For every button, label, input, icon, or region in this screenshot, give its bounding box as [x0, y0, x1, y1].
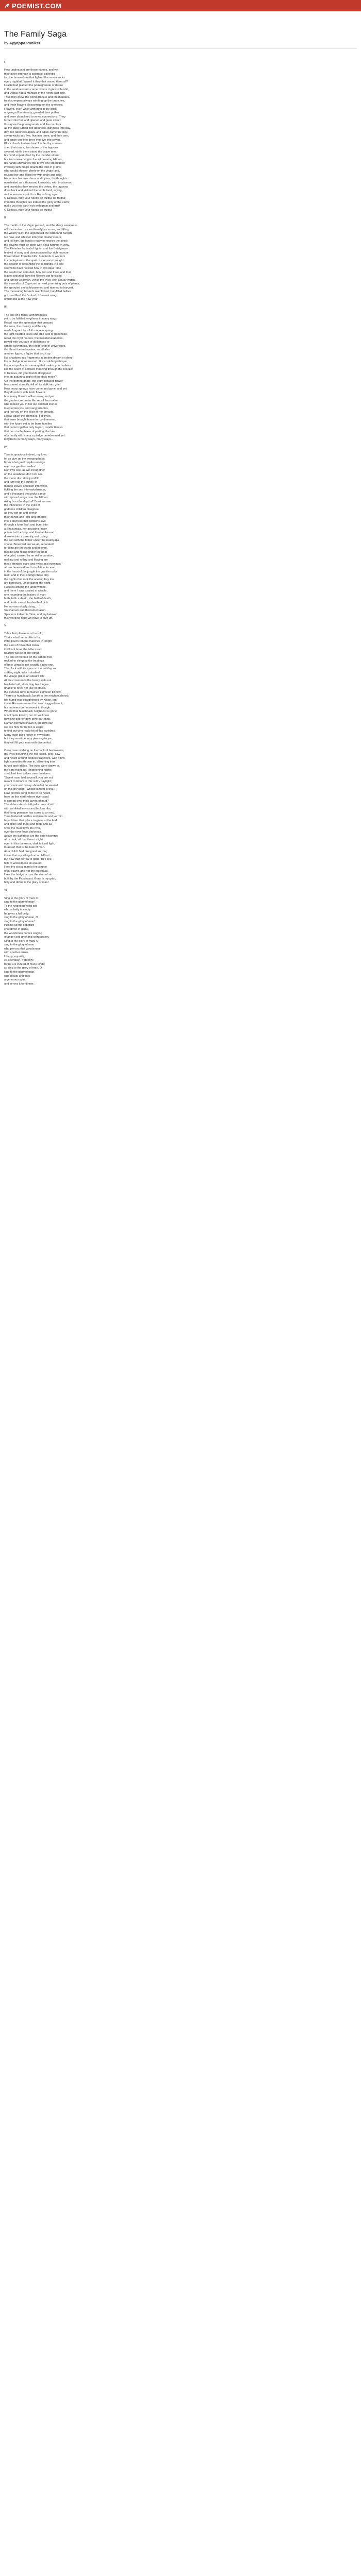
poem-line: over the river flows darkness,	[4, 831, 42, 834]
poem-line: with spread wings over the billows	[4, 496, 48, 500]
poem-line: stretched themselves over the rivers.	[4, 772, 52, 776]
poem-line: that were brought home for confinement,	[4, 418, 56, 422]
poem-line: truths are indeed of many kinds;	[4, 962, 45, 966]
poem-line: but they won't be very pleasing to you;	[4, 737, 53, 741]
poem-line: shade. Bereaved are we all, separated	[4, 543, 54, 546]
poem-line: O Kesava, may your hands be fruitful, be fruitful;	[4, 197, 66, 200]
poem-line: and brambles they erected the dykes, the lagoons	[4, 185, 68, 189]
poem-line: II	[4, 216, 6, 219]
poem-line: they do return with fresh flowers:	[4, 391, 46, 395]
poem-line: of bats' wings is not exactly a new one.	[4, 663, 54, 667]
site-logo[interactable]	[4, 2, 62, 10]
poem-line: the watery skirt, the lagoon told the farmhand Kunjan:	[4, 232, 73, 235]
poem-line: Go now, and whisper into your master's ears,	[4, 235, 62, 239]
poem-line: and were disinclined to sever connections. They	[4, 115, 65, 118]
poem-line: who roasts and fries	[4, 974, 30, 978]
poem-line: and fed you on the elixir of her breasts.	[4, 411, 54, 414]
poem-line: his hands unwearied; the brave one stood there	[4, 162, 65, 165]
poem-line: the life at the embassies; recall also	[4, 348, 50, 352]
poem-line: or going off to eternity, guarded their pollen,	[4, 111, 60, 115]
poem-line: The elders stand - tall palm trees of old	[4, 803, 54, 807]
poem-line: seven wicks into five, five into three, and then one,	[4, 134, 69, 138]
poem-line: How many springs have come and gone, and yet	[4, 387, 67, 391]
poem-line: mango leaves and then into white,	[4, 484, 48, 488]
poem-line: shed their tears, the shores of the lagoons	[4, 146, 58, 150]
poem-line: sing to the glory of man!	[4, 920, 35, 923]
poem-line: Time is spacious indeed, my love,	[4, 453, 47, 457]
poem-line: holy and divine is the glory of man!	[4, 881, 49, 885]
poem-line: we ask him, for he too is eager	[4, 725, 44, 729]
poem-line: her hump was straightened by Kittan, but	[4, 698, 57, 702]
poem-line: your scent and honey shouldn't be wasted	[4, 784, 58, 787]
poem-line: it will not bore; the tellers and	[4, 648, 42, 651]
poem-line: paved with courage of diplomacy or	[4, 341, 50, 344]
poem-line: shot down in game,	[4, 927, 29, 931]
poem-line: and death meant the death of birth.	[4, 601, 50, 605]
poem-line: who would shower plenty on the virgin land,	[4, 170, 60, 173]
poem-line: He too was slowly dying...	[4, 605, 38, 608]
poem-line: if the poet's tongue matches in length	[4, 640, 52, 643]
poem-line: simple cleverness, the leadership of universities,	[4, 344, 67, 348]
poem-line: the light-hearted jokes and little acts of goodness;	[4, 333, 68, 336]
divider	[4, 48, 357, 49]
poem-line: her betel roll, stretching her tongue;	[4, 683, 50, 686]
poem-line: even our gentlest smiles!	[4, 465, 36, 468]
poem-line: these stringed stars and rivers and evenings -	[4, 562, 63, 566]
poem-line: Don't we see, as we sit together	[4, 469, 45, 472]
poem-line: my eyes ploughing the rice-fields, and I saw	[4, 753, 60, 756]
poem-line: Thus they grew, the pomegranate and the mantara,	[4, 95, 70, 99]
poem-line: Black clouds fostered and fondled by summer	[4, 142, 63, 146]
byline	[4, 41, 40, 45]
stanza	[4, 453, 360, 621]
poem-line: and turned yellowish. While the eyes kept a busy watch,	[4, 278, 76, 282]
poem-line: hills of wickedness all around.	[4, 861, 42, 865]
poem-line: how she got her bow-style ear-rings.	[4, 718, 51, 721]
poem-line: fresh creepers always winding up the branches,	[4, 99, 65, 103]
poem-line: the innocence in the eyes of	[4, 504, 40, 507]
stanza	[4, 69, 360, 212]
poem-line: and heard around endless tragedies, with a few	[4, 756, 65, 760]
stanza	[4, 216, 360, 221]
poem-line: as the sea once said to a Rama long ago:	[4, 193, 58, 196]
poem-line: have taken their place to gnaw at the leaf	[4, 819, 57, 822]
poem-line: got overfilled: the festival of harvest sang	[4, 294, 57, 297]
poem-line: above the darkness are the blue heavens;	[4, 834, 58, 838]
poem-line: sing to the glory of man, O	[4, 916, 38, 920]
poem-line: are bereaved. Once during the night	[4, 582, 51, 585]
stanza	[4, 306, 360, 310]
poem-line: his feet unswerving in the wild roaring billows,	[4, 158, 63, 161]
poem-line: as they get up and stretch	[4, 512, 38, 515]
poem-line: for long are the earth and heaven,	[4, 547, 48, 550]
poem-line: sing to the glory of man	[4, 943, 35, 947]
poem-line: his manners do not reveal it, though.	[4, 706, 51, 709]
poem-line: is spread over thick layers of mud?	[4, 799, 49, 803]
poem-line: make you this earth rich with grain and fruit!	[4, 205, 60, 208]
poem-line: I see the social man is the source	[4, 866, 47, 869]
poem-line: to assert that is the task of man.	[4, 846, 45, 850]
poem-line: so sing to the glory of man, O	[4, 967, 42, 970]
poem-line: all are bereaved and in isolation for ever,	[4, 566, 56, 570]
poem-line: sing to the glory of man,	[4, 970, 35, 974]
poem-line: flowed down from the hills; hundreds of workers	[4, 255, 65, 259]
poem-line: invoking with magic chants the lord of grains,	[4, 165, 62, 169]
poem-line: yet to be fulfilled lengthens in many ways,	[4, 317, 58, 321]
poem-line: The measuring baskets overflowed; half-filled bellies	[4, 290, 71, 294]
poem-line: I walked among the underworlds,	[4, 585, 47, 589]
poem-line: like a pledge unredeemed, like a sobbing whisper,	[4, 360, 68, 364]
poem-line: III	[4, 306, 7, 309]
poem-line: that came together only to part, candle flames	[4, 426, 63, 430]
poem-line: their bitter strength is splendid, splendid	[4, 72, 55, 76]
poem-line: the ears of those that listen,	[4, 644, 40, 648]
poem-line: that burn in the blaze of parting; the tale	[4, 430, 55, 433]
poem-line: goddess children disappear	[4, 507, 40, 511]
site-header	[0, 0, 361, 11]
poem-line: drew back and yielded the fertile land, saying,	[4, 189, 63, 193]
poem-line: he gives a full belly;	[4, 912, 29, 916]
poem-line: "Sweet rose, fold yourself, you are not	[4, 776, 53, 779]
poem-line: Sing to the glory of man, O	[4, 939, 39, 943]
poem-line: here on this earth where river sand	[4, 795, 49, 799]
poem-line: melting and rolling under the heat	[4, 550, 47, 554]
poem-line: Time-fostered beetles and insects and vermin	[4, 815, 62, 819]
poem-line: meant to bloom in this sultry daylight;	[4, 780, 52, 784]
stanza	[4, 446, 360, 450]
poem-line: another figure, a figure that is cut up	[4, 352, 51, 356]
poem-line: let us give up the weeping habit.	[4, 457, 45, 461]
poem-line: rousing her and filling her with grain and gold.	[4, 173, 62, 177]
stanza	[4, 897, 360, 987]
poem-line: it was Raman's name that was dragged into it;	[4, 702, 63, 706]
poem-line: and tell him, the land is ready to receive the seed;	[4, 240, 68, 243]
poem-line: with wrinkled leaves and broken ribs;	[4, 807, 52, 810]
poem-line: melting and rolling and flowing are	[4, 558, 48, 562]
poem-line: like shadows into fragments in broken dream or sleep,	[4, 356, 74, 360]
poem-line: hearers will be of one string.	[4, 652, 40, 655]
poem-line: Recall now the splendour that crossed	[4, 321, 53, 325]
poem-line: leaves unfurled, how the flowers got fertilised	[4, 275, 62, 278]
poem-line: turned into fruit and ripened and grew sweet:	[4, 119, 61, 123]
poem-line: Recall again the promises, old times	[4, 414, 51, 418]
poem-line: swayed, while there stood the brave one,	[4, 150, 57, 154]
poem-line: as the dusk turned into darkness, darkness into day,	[4, 127, 71, 130]
poem-line: into a shyness that petitions love	[4, 519, 46, 523]
poem-line: O Kesava, may your hands be fruitful!	[4, 208, 53, 212]
poem-line: through a lotus leaf, and burst into	[4, 523, 48, 527]
poem-line: The clock with its eyes on the midday sun	[4, 667, 58, 671]
poem-line: of anger and grief and compassion.	[4, 936, 50, 939]
stanza	[4, 61, 360, 65]
poem-line: on this dry sand"; whose lament is that?	[4, 788, 55, 791]
poem-line: V	[4, 624, 6, 628]
poem-line: striking eight, which startled	[4, 671, 40, 674]
poem-line: That's what human life is for,	[4, 636, 41, 639]
poem-line: the woodsman comes singing	[4, 931, 42, 935]
poem-line: Sing to the glory of man, O	[4, 896, 39, 900]
poem-line: Over the mud flows the river,	[4, 826, 41, 830]
poem-line: I	[4, 61, 5, 64]
poem-line: Where that hunchback neighbour is gone	[4, 710, 57, 714]
poem-line: sing to the glory of man!	[4, 901, 35, 904]
poem-line: Flowers, even while withering in the dusk	[4, 107, 57, 111]
poem-line: Tales that please must be told;	[4, 632, 43, 636]
poem-line: of all power, and not the individual,	[4, 869, 48, 873]
poem-line: they will fill your ears with discomfort.	[4, 741, 52, 744]
poem-body	[4, 61, 360, 990]
poem-line: There's a hunchback Janaki in the neighbourhood;	[4, 694, 69, 698]
stanza	[4, 624, 360, 629]
poem-line: Once I was walking on the bank of backwaters,	[4, 749, 64, 752]
poem-line: of a grief, caused by an old separation;	[4, 554, 54, 558]
poem-line: lengthens in many ways, many ways....	[4, 438, 55, 442]
poem-line: How unpleasant are those names, and yet	[4, 69, 58, 72]
poem-line: VI	[4, 889, 7, 892]
feather-icon	[4, 3, 10, 9]
poem-line: is not quite known, nor do we know	[4, 714, 50, 717]
poem-line: Leachi had planted the pomegranate of desire	[4, 84, 63, 88]
poem-line: and serves it for dinner.	[4, 982, 35, 986]
poem-line: how many flowers wither away, and yet	[4, 395, 54, 399]
stanza	[4, 889, 360, 893]
poem-line: even in this darkness; dark is itself light;	[4, 842, 55, 845]
poem-title: The Family Saga	[4, 30, 67, 39]
logo-text: POEMIST.COM	[12, 2, 62, 10]
poem-line: tickling the sea into wakefulness,	[4, 488, 46, 492]
poem-line: their hands and legs and emerge	[4, 515, 46, 519]
poem-line: Picking up the songbird	[4, 924, 35, 927]
poem-line: and Uppali had a mantara in the north-east side.	[4, 92, 66, 95]
poem-line: a generous spirit	[4, 978, 26, 982]
poem-line: recall the royal houses, the ministerial abodes,	[4, 336, 64, 340]
poem-line: the seas, the country and the city	[4, 325, 47, 329]
byline-prefix: by	[4, 41, 8, 45]
poem-line: to entertain you and sang lullabies,	[4, 406, 49, 410]
poem-line: his mind unperturbed by the thunder-storm,	[4, 154, 60, 158]
poem-line: the sowing must be done with a full harvest in view.	[4, 243, 70, 247]
poem-line: The tale of a family with promises	[4, 313, 47, 317]
poem-line: in the heart of the jungle the granite rocks	[4, 570, 57, 573]
poem-line: made fragrant by a full moon in spring,	[4, 329, 54, 332]
poem-line: immortal thoughts are indeed the glory of the earth;	[4, 200, 70, 204]
stanza	[4, 314, 360, 442]
poem-line: The Pleiades festival of lights, and the Betelgeuse	[4, 247, 68, 251]
poem-line: seems to have noticed how in two days' time	[4, 266, 61, 270]
poem-line: all is dark, all: but there is light	[4, 838, 43, 842]
poem-line: the son with the father under the Kashyapa	[4, 539, 59, 543]
poem-line: IV	[4, 446, 7, 449]
poem-line: The month of the Virgin passed, and the dewy sweetness	[4, 224, 78, 227]
poem-line: of Libra arrived, as earthen dykes arose, and lifting	[4, 228, 69, 231]
poem-line: To the neighbourhood girl	[4, 904, 37, 908]
stanza	[4, 632, 360, 745]
poem-line: day into darkness again, and again came the day:	[4, 130, 68, 134]
poem-line: the nights that rock the ocean; they too	[4, 578, 54, 581]
stanza	[4, 749, 360, 885]
poem-line: one recording the history of man:	[4, 593, 46, 597]
author-link[interactable]: Ayyappa Paniker	[9, 41, 41, 45]
poem-line: light comedies thrown in, all turning into	[4, 760, 55, 764]
poem-line: O Kesava, did your hands disappear	[4, 371, 51, 375]
poem-line: built by the Panchayat. Gone is my grief;	[4, 877, 56, 880]
poem-line: dissolve into a serenity, entrusting	[4, 535, 47, 538]
poem-line: like the scent of a flower moaning through the breeze:	[4, 368, 73, 371]
poem-line: festival of song and dance passed by; rich manure	[4, 251, 69, 255]
poem-line: on the seashore, don't we see	[4, 472, 43, 476]
poem-line: whose belly is empty	[4, 908, 31, 912]
poem-line: to find out who really bit off his earlobes.	[4, 730, 56, 733]
poem-line: and turn into the purple of	[4, 481, 37, 484]
poem-line: Spacious indeed is Time, and my beloved,	[4, 613, 58, 616]
poem-line: in the south-eastern corner where it grew splendid,	[4, 88, 69, 91]
poem-line: with the future yet to be born, families	[4, 422, 52, 426]
poem-line: rocked to sleep by the beatings	[4, 659, 44, 663]
poem-line: a Shakuntala, her accusing finger	[4, 527, 47, 531]
poem-line: it was that my village had no hill in it;	[4, 854, 51, 857]
poem-line: of fullness at the new year!	[4, 298, 39, 301]
poem-line: every nightfall. Wasn't it they that reared them all?	[4, 80, 68, 83]
poem-line: unable to retell her tale of abuse,	[4, 687, 46, 690]
poem-line: and a thousand peacocks dance	[4, 492, 46, 496]
poem-line: farces and riddles. The eyes were drawn in,	[4, 764, 60, 768]
poem-line: As a child I had one great sorrow;	[4, 850, 47, 854]
poem-line: who rocked you in her lap and told stories	[4, 403, 58, 406]
poem-line: thus grew the pomegranate and the mantara	[4, 123, 61, 126]
poem-line: and again one into three into five into seven.	[4, 138, 61, 142]
poem-line: On the pomegranate, the eight-petalled flower	[4, 379, 63, 383]
poem-line: but now that sorrow is gone, for I see	[4, 858, 52, 861]
poem-line: co-operation, fraternity:	[4, 959, 34, 962]
poem-line: I see the bridge across the river of sin	[4, 873, 53, 877]
poem-line: At the crossroads the hussy spits out	[4, 679, 52, 682]
poem-line: the gardens return to life; recall the mother	[4, 399, 59, 402]
poem-line: How did this song come to be heard	[4, 791, 51, 795]
poem-line: the moon disc slowly unfold	[4, 477, 40, 480]
poem-line: their long penance has come to an end.	[4, 811, 55, 815]
stanza	[4, 224, 360, 302]
poem-line: of a family with many a pledge unredeemed yet	[4, 434, 65, 437]
poem-line: Liberty, equality,	[4, 955, 25, 958]
poem-line: pointed at the king, and then at the end	[4, 531, 55, 535]
poem-line: the ears rolled up, lengthening nights	[4, 768, 52, 772]
poem-line: the season of replanting the seedlings. No one	[4, 263, 64, 266]
poem-line: melt, and in their springs there drip	[4, 574, 49, 578]
poem-line: rising from the depths? Don't we see	[4, 500, 51, 503]
poem-line: blossomed abruptly, fell off its stalk into grief.	[4, 383, 61, 387]
poem-line: His orders became dams and dykes, his thoughts	[4, 177, 68, 181]
poem-line: in country-boats; the spell of monsoon brought	[4, 259, 64, 262]
poem-line: From what great depths emerge	[4, 461, 45, 465]
poem-line: the emeralds of Capricorn arrived, promising pots of plenty;	[4, 282, 80, 286]
poem-line: into an autumnal night of the dark moon?	[4, 376, 57, 379]
poem-line: who pierces that woodsman	[4, 947, 40, 951]
poem-line: the village girl, is an absurd tale.	[4, 675, 45, 679]
poem-line: and spine and trunk and roots and all.	[4, 823, 53, 826]
poem-line: this weeping habit we have to give up.	[4, 617, 53, 620]
poem-line: with another arrow.	[4, 951, 29, 955]
poem-line: the puranas have remained eighteen till now.	[4, 690, 62, 694]
poem-line: and fresh flowers blossoming on the creepers.	[4, 104, 63, 107]
poem-line: So shall we end this lamentation.	[4, 609, 46, 613]
poem-line: and there I saw, seated at a table,	[4, 589, 47, 593]
poem-line: The tale of the bud on the temple tree,	[4, 655, 53, 659]
poem-line: birth, birth = death, the birth of death,	[4, 597, 52, 601]
poem-line: the seeds had sprouted, how two and three and four	[4, 270, 71, 274]
poem-line: the sprouted seeds blossomed and ripened to harvest.	[4, 286, 74, 290]
poem-line: Raman perhaps knows it, but how can	[4, 721, 53, 725]
poem-line: like a wisp of moist memory that makes you restless,	[4, 364, 72, 367]
poem-line: Many such tales fester in my village,	[4, 733, 51, 737]
poem-line: manifested as a thousand furrowlets, with brushwood	[4, 181, 72, 184]
poem-line: too the human love that lighted the seven wicks	[4, 76, 65, 80]
